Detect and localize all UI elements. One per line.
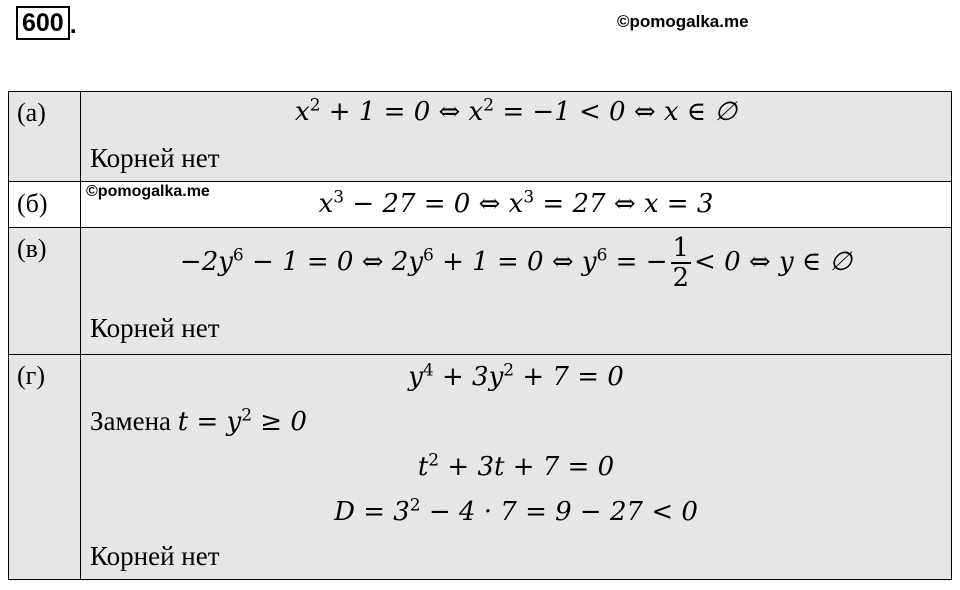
row-d-equation-2: $t^2 + 3t + 7 = 0$: [417, 450, 615, 482]
problem-number: [16, 6, 77, 40]
row-d: [9, 355, 951, 579]
row-d-equation-1: $y^4 + 3y^2 + 7 = 0$: [408, 360, 624, 392]
solution-table: [8, 91, 952, 580]
row-d-discriminant: $D = 3^2 - 4 \cdot 7 = 9 - 27 < 0$: [334, 495, 698, 527]
row-c-label: (в): [17, 234, 47, 263]
row-a-label: (а): [17, 98, 46, 127]
row-d-substitution-prefix: Замена: [90, 406, 178, 436]
row-a-equation: $x^2 + 1 = 0$ ⇔ $x^2 = -1 < 0$ ⇔ x ∈ ∅: [295, 95, 737, 127]
row-c-equation: $-2y^6 - 1 = 0$ ⇔ $2y^6 + 1 = 0$ ⇔ $y^6$ = − $\frac{1}{2}$ < 0 ⇔ y ∈ ∅: [179, 233, 853, 293]
row-d-substitution-formula: $t = y^2 \ge 0$: [177, 405, 307, 437]
row-d-substitution: [90, 405, 307, 438]
watermark-inline: ©pomogalka.me: [86, 183, 210, 200]
row-a-note: Корней нет: [90, 143, 220, 173]
row-b-equation: $x^3 - 27 = 0$ ⇔ $x^3 = 27$ ⇔ x = 3: [318, 187, 714, 219]
problem-number-dot: .: [69, 11, 77, 39]
row-b-label: (б): [17, 189, 48, 218]
problem-number-box: 600: [16, 6, 70, 40]
row-c: [9, 228, 951, 355]
row-c-note: Корней нет: [90, 313, 220, 343]
row-d-label: (г): [17, 361, 45, 390]
watermark-top: ©pomogalka.me: [617, 12, 749, 31]
row-a: [9, 92, 951, 182]
row-d-note: Корней нет: [90, 541, 220, 571]
